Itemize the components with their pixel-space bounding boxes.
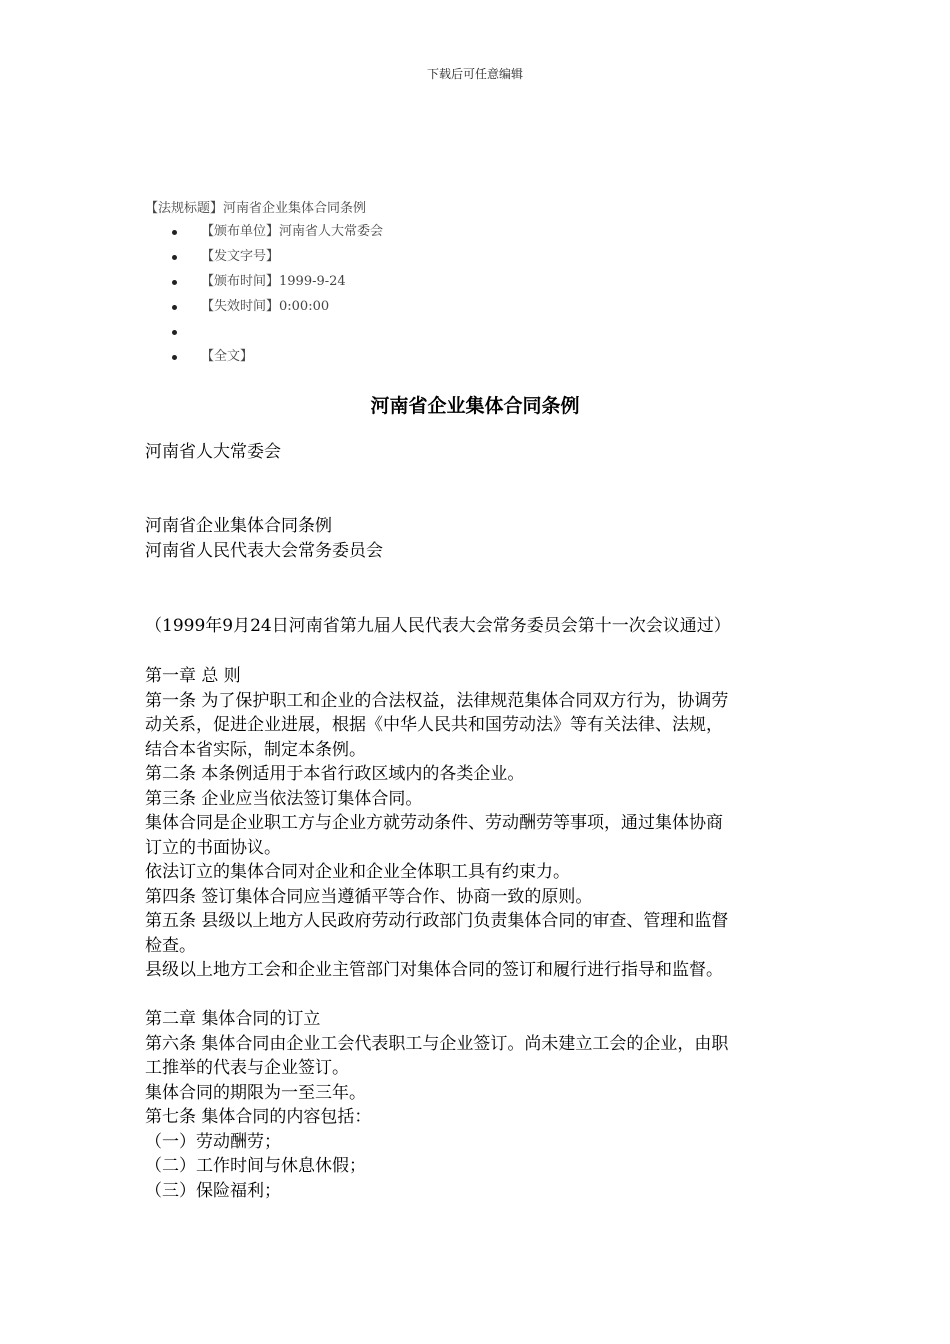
page-header-note: 下载后可任意编辑 (426, 67, 523, 81)
body-line: 工推举的代表与企业签订。 (145, 1058, 349, 1078)
body-line: 结合本省实际，制定本条例。 (145, 739, 366, 760)
body-line: （二）工作时间与休息休假； (145, 1156, 366, 1176)
body-line: 第一条 为了保护职工和企业的合法权益，法律规范集体合同双方行为，协调劳 (145, 690, 729, 711)
meta-item-issuing-unit (165, 222, 383, 247)
metadata-list (165, 222, 383, 372)
body-line: 订立的书面协议。 (145, 837, 281, 858)
meta-item-document-number (165, 247, 383, 272)
bullet-icon (172, 255, 177, 260)
body-line: 第二章 集体合同的订立 (145, 1009, 321, 1029)
body-line: （一）劳动酬劳； (145, 1131, 281, 1152)
body-line: 依法订立的集体合同对企业和企业全体职工具有约束力。 (145, 862, 570, 882)
body-line: 第四条 签订集体合同应当遵循平等合作、协商一致的原则。 (145, 886, 593, 907)
meta-item-full-text (165, 347, 383, 372)
body-line: 动关系，促进企业进展，根据《中华人民共和国劳动法》等有关法律、法规， (145, 715, 723, 735)
document-heading (145, 514, 810, 563)
issuer-line (145, 440, 810, 465)
body-line: 第二条 本条例适用于本省行政区域内的各类企业。 (145, 764, 525, 784)
meta-item-expiry-date (165, 297, 383, 322)
meta-item-issue-date (165, 272, 383, 297)
bullet-icon (172, 355, 177, 360)
body-line: 县级以上地方工会和企业主管部门对集体合同的签订和履行进行指导和监督。 (145, 960, 723, 980)
meta-item-label: 【颁布单位】河南省人大常委会 (201, 224, 384, 239)
document-title: 河南省企业集体合同条例 (370, 395, 580, 417)
body-line: （三）保险福利； (145, 1180, 281, 1201)
heading-body: 河南省人民代表大会常务委员会 (145, 540, 383, 561)
body-line: 第三条 企业应当依法签订集体合同。 (145, 788, 423, 809)
meta-item-label: 【全文】 (201, 349, 254, 364)
heading-name: 河南省企业集体合同条例 (145, 516, 332, 536)
bullet-icon (172, 280, 177, 285)
issuer: 河南省人大常委会 (145, 442, 281, 462)
blank-line (145, 983, 810, 1008)
meta-item-label: 【发文字号】 (201, 249, 280, 264)
document-body (145, 664, 810, 1203)
meta-item-empty (165, 322, 383, 347)
body-line: 第六条 集体合同由企业工会代表职工与企业签订。尚未建立工会的企业，由职 (145, 1033, 729, 1054)
body-line: 集体合同是企业职工方与企业方就劳动条件、劳动酬劳等事项，通过集体协商 (145, 813, 723, 833)
body-line: 第七条 集体合同的内容包括： (145, 1107, 372, 1127)
body-line: 检查。 (145, 935, 196, 956)
bullet-icon (172, 330, 177, 335)
body-line: 第一章 总 则 (145, 666, 241, 686)
regulation-title-meta: 【法规标题】河南省企业集体合同条例 (145, 201, 367, 216)
bullet-icon (172, 305, 177, 310)
meta-item-label: 【颁布时间】1999-9-24 (201, 274, 346, 289)
adoption-note-block (145, 614, 810, 639)
meta-item-label: 【失效时间】0:00:00 (201, 299, 330, 314)
bullet-icon (172, 230, 177, 235)
body-line: 集体合同的期限为一至三年。 (145, 1082, 366, 1103)
adoption-note: （1999年9月24日河南省第九届人民代表大会常务委员会第十一次会议通过） (145, 616, 731, 636)
body-line: 第五条 县级以上地方人民政府劳动行政部门负责集体合同的审查、管理和监督 (145, 911, 729, 931)
